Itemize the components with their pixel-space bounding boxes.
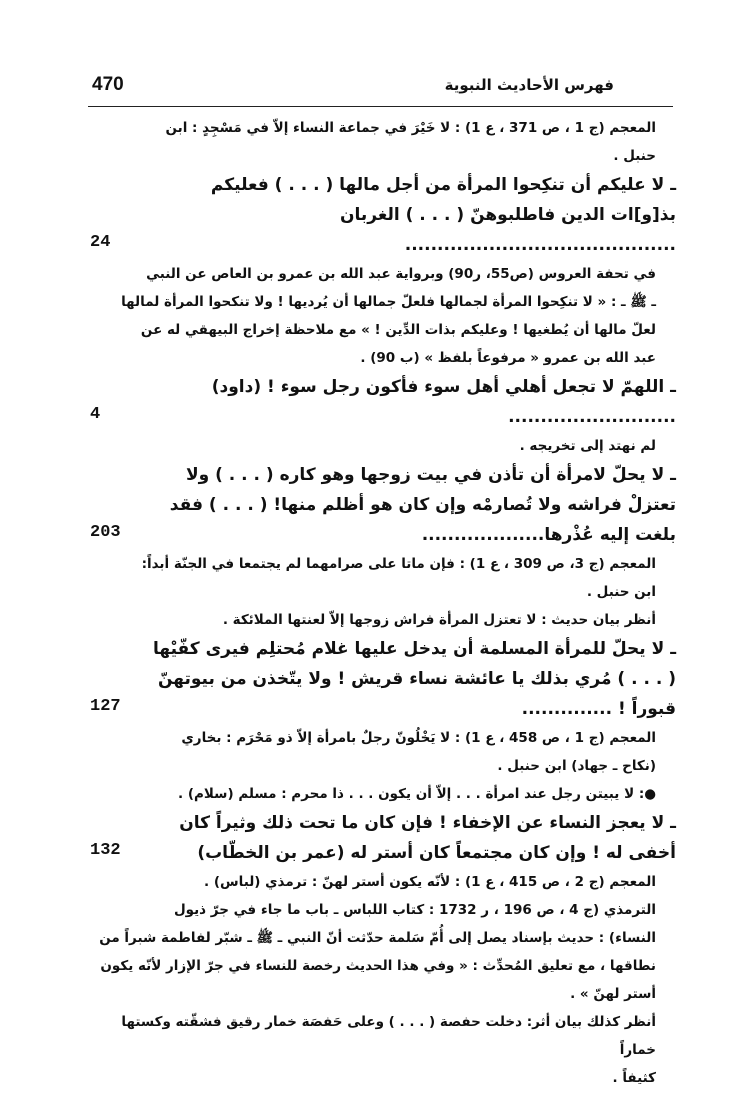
entry-note: الترمذي (ج 4 ، ص 196 ، ر 1732 : كتاب اللباس ـ باب ما جاء في جرّ ذيول	[173, 902, 656, 918]
entry-note: المعجم (ج 1 ، ص 371 ، ع 1) : لا خَيْرَ في جماعة النساء إلاّ في مَسْجِدٍ : ابن	[165, 120, 656, 136]
hadith-page-ref: 132	[90, 841, 121, 860]
entry-note: (نكاح ـ جهاد) ابن حنبل .	[497, 758, 656, 774]
hadith-page-ref: 127	[90, 697, 121, 716]
hadith-text-content: ـ لا يحلّ للمرأة المسلمة أن يدخل عليها غلام مُحتلِم فيرى كفّيْها ( . . . ) مُري بذلك يا عائشة نساء قريش ! ولا يتّخذن من بيوتهنّ قبوراً ! ..............	[152, 639, 676, 719]
entry-note: المعجم (ج 3، ص 309 ، ع 1) : فإن ماتا على صرامهما لم يجتمعا في الجنّة أبداً:	[141, 556, 656, 572]
page-number: 470	[92, 74, 124, 95]
hadith-page-ref: 24	[90, 233, 111, 252]
hadith-text	[88, 634, 678, 724]
index-entry	[88, 460, 678, 634]
index-content	[88, 114, 678, 1092]
index-entry	[88, 170, 678, 372]
hadith-text	[88, 460, 678, 550]
entry-note: النساء) : حديث بإسناد يصل إلى أُمّ سَلمة حدّثت أنّ النبي ـ ﷺ ـ شبّر لفاطمة شبراً من	[99, 930, 656, 946]
entry-note: عبد الله بن عمرو « مرفوعاً بلفظ » (ب 90) .	[360, 350, 656, 366]
entry-note: كثيفاً .	[612, 1070, 656, 1086]
index-entry	[88, 372, 678, 460]
entry-note: أنظر كذلك بيان أثر: دخلت حفصة ( . . . ) وعلى حَفصَة خمار رقيق فشقّته وكستها خماراً	[121, 1014, 656, 1058]
entry-note: المعجم (ج 2 ، ص 415 ، ع 1) : لأنّه يكون أستر لهنّ : ترمذي (لباس) .	[204, 874, 656, 890]
hadith-text-content: ـ لا يحلّ لامرأة أن تأذن في بيت زوجها وهو كاره ( . . . ) ولا تعتزلْ فراشه ولا تُصارمْه وإن كان هو أظلم منها! ( . . . ) فقد بلغت إليه عُذْرها...................	[169, 465, 676, 545]
entry-note: حنبل .	[613, 148, 656, 164]
running-header-title: فهرس الأحاديث النبوية	[444, 76, 614, 94]
header-rule	[88, 106, 673, 107]
entry-note: لم نهتد إلى تخريجه .	[519, 438, 656, 454]
hadith-text-content: ـ اللهمّ لا تجعل أهلي أهل سوء فأكون رجل سوء ! (داود) ..........................	[211, 377, 676, 427]
index-entry	[88, 634, 678, 808]
entry-note: ـ ﷺ ـ : « لا تنكِحوا المرأة لجمالها فلعلّ جمالها أن يُرديها ! ولا تنكحوا المرأة لمالها	[121, 294, 656, 310]
entry-note: نطاقها ، مع تعليق المُحدِّث : « وفي هذا الحديث رخصة للنساء في جرّ الإزار لأنّه يكون	[100, 958, 656, 974]
hadith-text	[88, 808, 678, 868]
hadith-text	[88, 170, 678, 260]
entry-note: أنظر بيان حديث : لا تعتزل المرأة فراش زوجها إلاّ لعنتها الملائكة .	[222, 612, 656, 628]
hadith-text-content: ـ لا عليكم أن تنكِحوا المرأة من أجل مالها ( . . . ) فعليكم بذ[و]ات الدين فاطلبوهنّ ( . . . ) الغربان ..........................................	[210, 175, 676, 255]
entry-note: أستر لهنّ » .	[570, 986, 656, 1002]
index-entry	[88, 114, 678, 170]
entry-note: ●: لا يبيتن رجل عند امرأة . . . إلاّ أن يكون . . . ذا محرم : مسلم (سلام) .	[178, 786, 656, 802]
entry-note: لعلّ مالها أن يُطغيها ! وعليكم بذات الدِّين ! » مع ملاحظة إخراج البيهقي له عن	[140, 322, 656, 338]
hadith-page-ref: 203	[90, 523, 121, 542]
hadith-page-ref: 4	[90, 405, 101, 424]
entry-note: ابن حنبل .	[586, 584, 656, 600]
index-entry	[88, 808, 678, 1092]
entry-note: المعجم (ج 1 ، ص 458 ، ع 1) : لا يَخْلُونّ رجلٌ بامرأة إلاّ ذو مَحْرَم : بخاري	[181, 730, 656, 746]
hadith-text	[88, 372, 678, 432]
entry-note: في تحفة العروس (ص55، ر90) وبرواية عبد الله بن عمرو بن العاص عن النبي	[146, 266, 656, 282]
hadith-text-content: ـ لا يعجز النساء عن الإخفاء ! فإن كان ما تحت ذلك وثيراً كان أخفى له ! وإن كان مجتمعاً كان أستر له (عمر بن الخطّاب)	[179, 813, 676, 863]
